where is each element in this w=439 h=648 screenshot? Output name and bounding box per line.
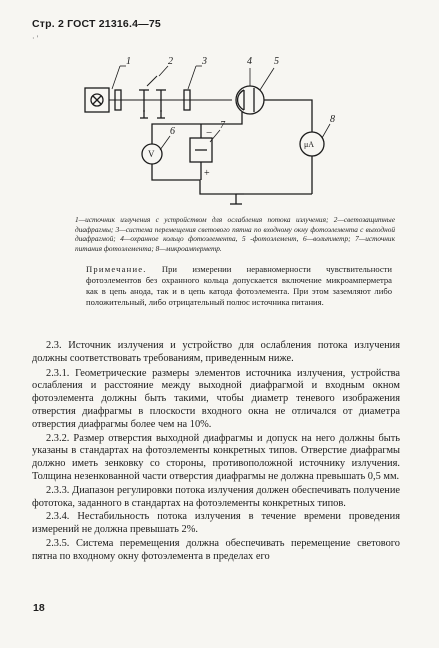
- diaphragm-2: [156, 90, 166, 118]
- margin-marks: · ': [32, 34, 39, 43]
- note-text: При измерении неравномерности чувствительности фотоэлементов без охранного кольца допускается включение микроамперметра как в цепь анода, так и в цепь катода фотоэлемента. При этом заземляют либо положительный, либо отрицательный полюс источника питания.: [86, 264, 392, 307]
- label-2: 2: [168, 56, 173, 67]
- voltmeter-label: V: [148, 149, 155, 159]
- page-header: Стр. 2 ГОСТ 21316.4—75: [32, 18, 161, 30]
- paragraph-2-3-2: 2.3.2. Размер отверстия выходной диафрагмы и допуск на него должны быть указаны в стандартах на фотоэлементы конкретных типов. Отверстие диафрагмы должно иметь зенковку со стороны, противоположной источнику излучения. Толщина незенкованной части отверстия диафрагмы не должна превышать 0,5 мм.: [32, 432, 400, 482]
- microammeter-label: μA: [304, 140, 315, 149]
- plus-sign: +: [204, 168, 210, 179]
- label-6: 6: [170, 126, 175, 137]
- paragraph-2-3-4: 2.3.4. Нестабильность потока излучения в течение времени проведения измерений не должна превышать 2%.: [32, 511, 400, 536]
- note: [86, 264, 392, 308]
- label-5: 5: [274, 56, 279, 67]
- paragraph-2-3-5: 2.3.5. Система перемещения должна обеспечивать перемещение светового пятна по входному окну фотоэлемента в пределах его: [32, 537, 400, 562]
- label-3: 3: [202, 56, 207, 67]
- note-lead: Примечание.: [86, 264, 147, 274]
- paragraph-2-3-1: 2.3.1. Геометрические размеры элементов источника излучения, устройства ослабления и расстояние между выходной диафрагмой и входным окном фотоэлемента должны быть такими, чтобы диаметр теневого изображения отверстия диафрагмы в плоскости входного окна не отличался от диаметра отверстия диафрагмы более чем на 10%.: [32, 367, 400, 430]
- figure-caption: 1—источник излучения с устройством для ослабления потока излучения; 2—светозащитные диафрагмы; 3—система перемещения светового пятна по входному окну фотоэлемента с выходной диафрагмой; 4—охранное кольцо фотоэлемента, 5 -фотоэлемент, 6—вольтметр; 7—источник питания фотоэлемента; 8—микроамперметр.: [75, 215, 395, 253]
- paragraph-2-3: 2.3. Источник излучения и устройство для ослабления потока излучения должны соответствовать требованиям, приведенным ниже.: [32, 340, 400, 364]
- photocell: [236, 86, 264, 114]
- diaphragm-1: [139, 90, 149, 118]
- circuit-diagram: [60, 46, 350, 211]
- page-number: 18: [33, 602, 45, 614]
- label-4: 4: [247, 56, 252, 67]
- label-1: 1: [126, 56, 131, 67]
- minus-sign: −: [206, 127, 213, 139]
- label-8: 8: [330, 114, 335, 125]
- body-text: [32, 340, 400, 565]
- label-7: 7: [220, 120, 225, 131]
- paragraph-2-3-3: 2.3.3. Диапазон регулировки потока излучения должен обеспечивать получение фототока, заданного в стандартах на фотоэлементы конкретных типов.: [32, 484, 400, 509]
